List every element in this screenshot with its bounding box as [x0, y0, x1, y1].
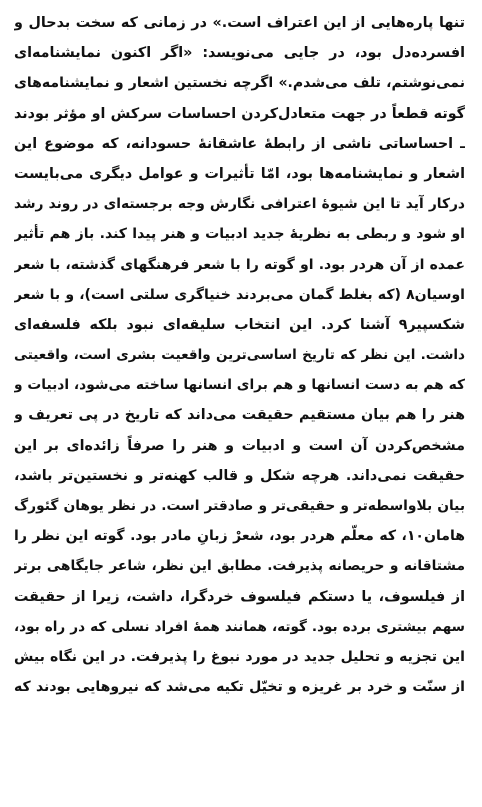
text-line: هنر را هم بیان مستقیم حقیقت می‌داند که تاریخ در پی تعریف و: [14, 407, 465, 424]
text-line: این تجزیه و تحلیل جدید در مورد نبوغ را پذیرفت. در این نگاه بیش: [14, 648, 465, 665]
text-line: تنها پاره‌هایی از این اعتراف است.» در زمانی که سخت بدحال و: [14, 15, 465, 31]
text-line: عمده از آن هردر بود. او گوته را با شعر فرهنگهای گذشته، با شعر: [14, 256, 465, 273]
text-line: شکسپیر۹ آشنا کرد. این انتخاب سلیقه‌ای نبود بلکه فلسفه‌ای: [14, 316, 465, 333]
text-line: نمی‌نوشتم، تلف می‌شدم.» اگرچه نخستین اشعار و نمایشنامه‌های: [14, 75, 465, 92]
text-line: اشعار و نمایشنامه‌ها بود، امّا تأثیرات و عوامل دیگری می‌بایست: [14, 165, 465, 182]
text-line: ـ احساساتی ناشی از رابطهٔ عاشقانهٔ حسودانه، که موضوع این: [14, 135, 465, 152]
text-line: که هم به دست انسانها و هم برای انسانها ساخته می‌شود، ادبیات و: [14, 377, 465, 394]
text-line: داشت. این نظر که تاریخ اساسی‌ترین واقعیت بشری است، واقعیتی: [14, 347, 465, 364]
text-line: حقیقت نمی‌داند. هرچه شکل و قالب کهنه‌تر و نخستین‌تر باشد،: [14, 467, 465, 484]
text-line: مشخص‌کردن آن است و ادبیات و هنر را صرفاً زائده‌ای بر این: [14, 437, 465, 454]
text-line: افسرده‌دل بود، در جایی می‌نویسد: «اگر اکنون نمایشنامه‌ای: [14, 45, 465, 62]
text-line: اوسیان۸ (که بغلط گمان می‌بردند خنیاگری سلتی است)، و با شعر: [14, 286, 465, 303]
text-line: سهم بیشتری برده بود. گوته، همانند همهٔ افراد نسلی که در راه بود،: [14, 618, 465, 635]
text-line: بیان بلاواسطه‌تر و حقیقی‌تر و صادقتر است. در نظر یوهان گئورگ: [14, 498, 465, 514]
text-line: هامان۱۰، که معلّم هردر بود، شعرْ زبانِ مادر بود. گوته این نظر را: [14, 528, 465, 545]
text-line: مشتاقانه و حریصانه پذیرفت. مطابق این نظر، شاعر جایگاهی برتر: [14, 558, 465, 575]
text-line: از فیلسوف، یا دستکم فیلسوف خردگرا، داشت، زیرا از حقیقت: [14, 588, 465, 605]
text-line: گوته قطعاً در جهت متعادل‌کردن احساسات سرکش او مؤثر بودند: [14, 105, 465, 122]
text-line: او شود و ربطی به نظریهٔ جدید ادبیات و هنر پیدا کند. باز هم تأثیر: [14, 226, 465, 243]
text-line: از سنّت و خرد بر غریزه و تخیّل تکیه می‌شد که نیروهایی بودند که: [14, 679, 465, 696]
text-line: درکار آید تا این شیوهٔ اعترافی نگارش وجه برجسته‌ای در روند رشد: [14, 196, 465, 213]
body-text: [14, 8, 465, 702]
